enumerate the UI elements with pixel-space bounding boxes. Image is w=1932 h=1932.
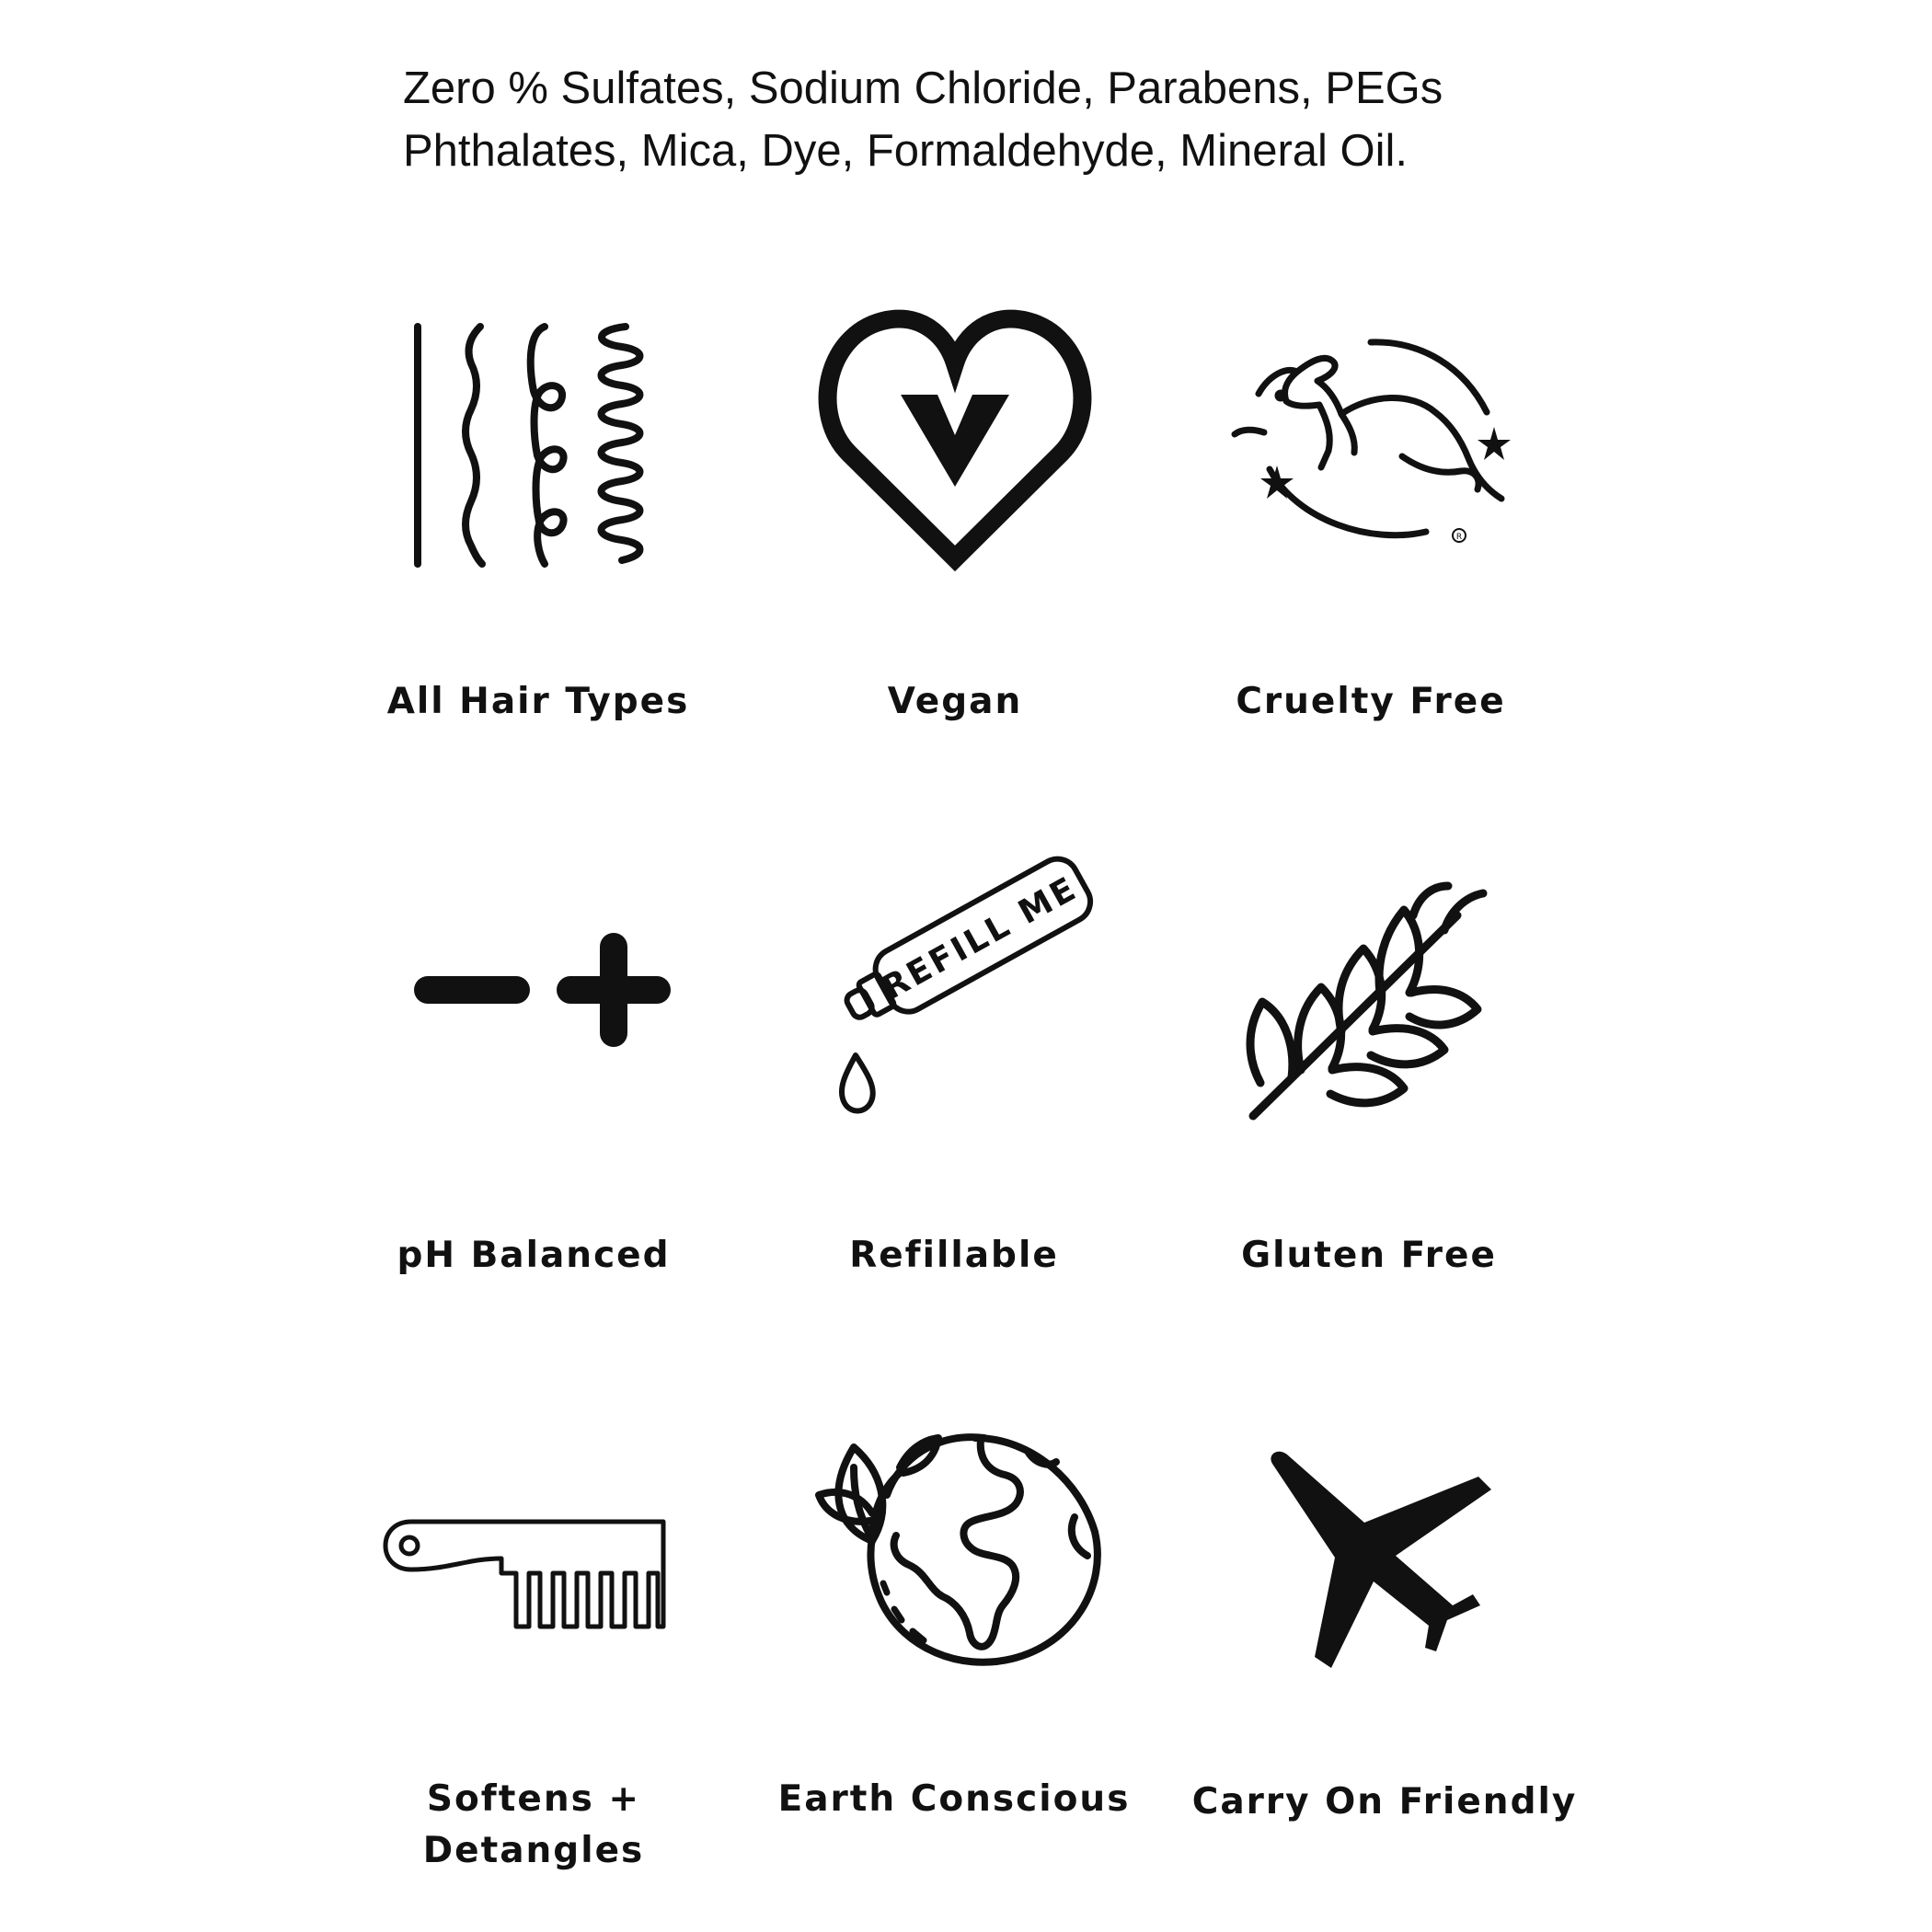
ingredient-free-claim <box>403 57 1617 182</box>
comb-icon <box>382 1518 667 1633</box>
label-line-detangles: Detangles <box>422 1830 645 1871</box>
feature-label-refillable: Refillable <box>849 1235 1059 1276</box>
feature-label-all-hair-types: All Hair Types <box>386 681 690 722</box>
claim-line-2: Phthalates, Mica, Dye, Formaldehyde, Mineral Oil. <box>403 126 1409 176</box>
earth-leaf-icon <box>808 1431 1102 1665</box>
feature-label-vegan: Vegan <box>887 681 1023 722</box>
svg-text:R: R <box>1455 533 1463 542</box>
label-line-softens: Softens + <box>426 1778 641 1820</box>
feature-label-cruelty-free: Cruelty Free <box>1236 681 1506 722</box>
minus-plus-icon <box>409 929 672 1049</box>
claim-line-1: Zero % Sulfates, Sodium Chloride, Parabens, PEGs <box>403 63 1443 113</box>
feature-label-ph-balanced: pH Balanced <box>397 1235 671 1276</box>
feature-label-gluten-free: Gluten Free <box>1241 1235 1497 1276</box>
airplane-icon <box>1265 1449 1495 1674</box>
leaping-bunny-icon <box>1233 340 1527 552</box>
vegan-heart-icon <box>822 299 1088 566</box>
feature-label-carry-on-friendly: Carry On Friendly <box>1191 1781 1578 1823</box>
hair-types-icon <box>405 317 662 575</box>
feature-label-earth-conscious: Earth Conscious <box>777 1778 1131 1820</box>
refill-me-text: REFILL ME <box>875 868 1085 1008</box>
wheat-icon <box>1242 879 1490 1122</box>
refill-bottle-icon <box>823 869 1095 1118</box>
